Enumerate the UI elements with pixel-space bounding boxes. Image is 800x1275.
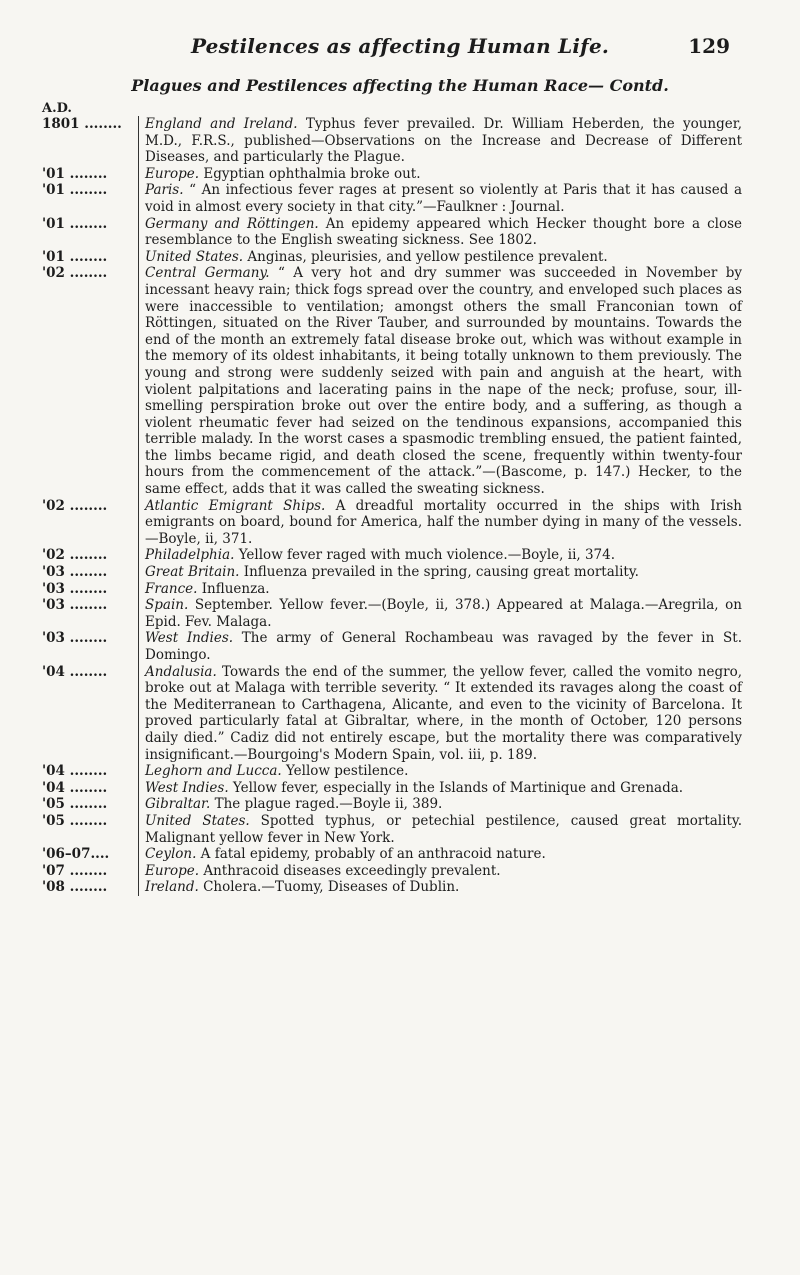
entry-year: '06–07.... — [42, 846, 110, 863]
entry-year: '05 ........ — [42, 796, 108, 813]
entry-year: '01 ........ — [42, 182, 108, 199]
entry-body — [138, 216, 742, 249]
entry-text: “ A very hot and dry summer was succeeded in November by incessant heavy rain; thick fogs spread over the country, and enveloped such places as were inaccessible to ventilation; amongst others the small Franconian town of Röttingen, situated on the River Tauber, and surrounded by mountains. Towards the end of the month an extremely fatal disease broke out, which was without example in the memory of its oldest inhabitants, it being totally unknown to them previously. The young and strong were suddenly seized with pain and anguish at the heart, with violent palpitations and lacerating pains in the nape of the neck; profuse, sour, ill-smelling perspiration broke out over the entire body, and a suffering, as though a violent rheumatic fever had seized on the tendinous expansions, accompanied this terrible malady. In the worst cases a spasmodic trembling ensued, the patient fainted, the limbs became rigid, and death closed the scene, frequently within twenty-four hours from the commencement of the attack.”—(Bascome, p. 147.) Hecker, to the same effect, adds that it was called the sweating sickness. — [145, 265, 742, 498]
entry-text: Anthracoid diseases exceedingly prevalent. — [199, 862, 501, 879]
entry-text: “ An infectious fever rages at present so violently at Paris that it has caused a void in almost every society in that city.”—Faulkner : Journal. — [145, 182, 742, 215]
entry-year: '08 ........ — [42, 879, 108, 896]
entry-year: '03 ........ — [42, 580, 108, 597]
entry-body — [138, 581, 742, 598]
entry-year: 1801 ........ — [42, 116, 122, 132]
entry-text: Typhus fever prevailed. Dr. William Heberden, the younger, M.D., F.R.S., published—Observations on the Increase and Decrease of Different Diseases, and particularly the Plague. — [145, 116, 742, 166]
entry-place: United States. — [145, 812, 250, 829]
chronology-list — [42, 116, 742, 896]
entry-year: '04 ........ — [42, 779, 108, 796]
entry-place: Great Britain. — [145, 564, 240, 581]
entry-body — [138, 630, 742, 663]
entry-place: United States. — [145, 248, 244, 265]
entry-body — [138, 498, 742, 548]
entry-body — [138, 846, 742, 863]
entry-body — [138, 879, 742, 896]
entry-body — [138, 166, 742, 183]
entry-text: Egyptian ophthalmia broke out. — [199, 165, 421, 182]
entry-place: Paris. — [145, 182, 184, 199]
chronology-entry — [42, 182, 742, 215]
entry-year: '03 ........ — [42, 597, 108, 614]
section-title: Plagues and Pestilences affecting the Human Race— Contd. — [131, 76, 669, 95]
chronology-entry — [42, 813, 742, 846]
chronology-entry — [42, 796, 742, 813]
chronology-entry — [42, 863, 742, 880]
entry-place: Ireland. — [145, 879, 199, 896]
entry-body — [138, 182, 742, 215]
entry-body — [138, 664, 742, 764]
chronology-entry — [42, 166, 742, 183]
entry-year: '02 ........ — [42, 547, 108, 564]
entry-year: '01 ........ — [42, 165, 108, 182]
entry-body — [138, 796, 742, 813]
entry-year: '04 ........ — [42, 763, 108, 780]
entry-text: Cholera.—Tuomy, Diseases of Dublin. — [198, 879, 460, 896]
entry-text: The army of General Rochambeau was ravaged by the fever in St. Domingo. — [145, 630, 742, 663]
entry-text: Spotted typhus, or petechial pestilence, caused great mortality. Malignant yellow fever in New York. — [145, 812, 742, 846]
entry-place: Atlantic Emigrant Ships. — [145, 497, 326, 514]
entry-body — [138, 116, 742, 166]
entry-text: September. Yellow fever.—(Boyle, ii, 378.) Appeared at Malaga.—Aregrila, on Epid. Fev. Malaga. — [145, 597, 742, 630]
entry-body — [138, 547, 742, 564]
page-number: 129 — [688, 34, 730, 58]
entry-place: Leghorn and Lucca. — [145, 763, 282, 780]
entry-year: '04 ........ — [42, 663, 108, 680]
entry-text: Influenza prevailed in the spring, causing great mortality. — [239, 564, 639, 581]
entry-year: '03 ........ — [42, 630, 108, 647]
entry-text: Yellow fever raged with much violence.—Boyle, ii, 374. — [234, 547, 616, 564]
chronology-entry — [42, 581, 742, 598]
running-title: Pestilences as affecting Human Life. — [190, 34, 610, 58]
entry-year: '02 ........ — [42, 265, 108, 282]
chronology-entry — [42, 216, 742, 249]
entry-body — [138, 564, 742, 581]
entry-body — [138, 813, 742, 846]
chronology-entry — [42, 498, 742, 548]
chronology-entry — [42, 763, 742, 780]
entry-text: Towards the end of the summer, the yellow fever, called the vomito negro, broke out at Malaga with terrible severity. “ It extended its ravages along the coast of the Mediterranean to Carthagena, Alicante, and even to the vicinity of Barcelona. It proved particularly fatal at Gibraltar, where, in the month of October, 120 persons daily died.” Cadiz did not entirely escape, but the mortality there was comparatively insignificant.—Bourgoing's Modern Spain, vol. iii, p. 189. — [145, 663, 742, 763]
chronology-entry — [42, 116, 742, 166]
chronology-entry — [42, 597, 742, 630]
chronology-entry — [42, 547, 742, 564]
chronology-entry — [42, 265, 742, 497]
era-label: A.D. — [42, 101, 72, 116]
entry-text: Yellow pestilence. — [281, 763, 409, 780]
entry-body — [138, 249, 742, 266]
entry-text: Anginas, pleurisies, and yellow pestilence prevalent. — [243, 248, 608, 265]
entry-year: '03 ........ — [42, 564, 108, 581]
entry-place: Central Germany. — [145, 265, 270, 282]
entry-year: '07 ........ — [42, 862, 108, 879]
entry-text: Yellow fever, especially in the Islands of Martinique and Grenada. — [228, 779, 684, 796]
entry-place: Spain. — [145, 597, 189, 614]
entry-place: Gibraltar. — [145, 796, 211, 813]
entry-text: Influenza. — [197, 580, 270, 597]
entry-text: The plague raged.—Boyle ii, 389. — [210, 796, 443, 813]
entry-place: France. — [145, 580, 198, 597]
chronology-entry — [42, 780, 742, 797]
entry-place: West Indies. — [145, 779, 229, 796]
entry-body — [138, 597, 742, 630]
chronology-entry — [42, 879, 742, 896]
entry-place: Europe. — [145, 165, 200, 182]
running-head — [0, 34, 800, 64]
entry-body — [138, 863, 742, 880]
chronology-entry — [42, 249, 742, 266]
entry-year: '01 ........ — [42, 215, 108, 232]
entry-place: Germany and Röttingen. — [145, 215, 319, 232]
entry-year: '05 ........ — [42, 812, 108, 829]
entry-place: England and Ireland. — [145, 116, 298, 132]
entry-body — [138, 265, 742, 497]
entry-place: Philadelphia. — [145, 547, 235, 564]
entry-text: A fatal epidemy, probably of an anthracoid nature. — [196, 846, 546, 863]
entry-place: West Indies. — [145, 630, 234, 647]
chronology-entry — [42, 564, 742, 581]
entry-text: An epidemy appeared which Hecker thought bore a close resemblance to the English sweating sickness. See 1802. — [145, 215, 742, 249]
chronology-entry — [42, 664, 742, 764]
entry-year: '02 ........ — [42, 497, 108, 514]
entry-text: A dreadful mortality occurred in the ships with Irish emigrants on board, bound for America, half the number dying in many of the vessels.—Boyle, ii, 371. — [145, 497, 743, 547]
entry-year: '01 ........ — [42, 248, 108, 265]
entry-place: Ceylon. — [145, 846, 197, 863]
entry-body — [138, 763, 742, 780]
entry-body — [138, 780, 742, 797]
chronology-entry — [42, 630, 742, 663]
entry-place: Europe. — [145, 862, 200, 879]
chronology-entry — [42, 846, 742, 863]
entry-place: Andalusia. — [145, 663, 217, 680]
